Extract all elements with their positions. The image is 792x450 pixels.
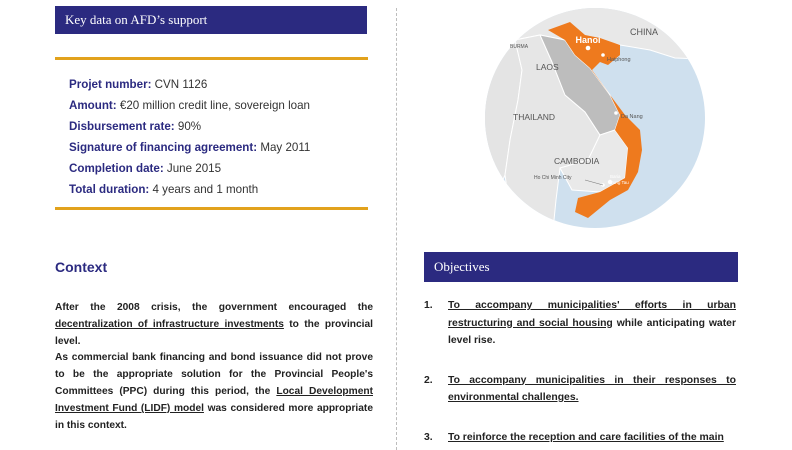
burma-label: BURMA <box>510 44 529 50</box>
objective-number: 2. <box>424 374 433 386</box>
key-data-list <box>69 74 369 200</box>
context-emphasis: decentralization of infrastructure investments <box>55 318 284 330</box>
objective-emphasis: To accompany municipalities in their responses to environmental challenges. <box>448 374 736 403</box>
key-data-item <box>69 74 369 95</box>
key-data-banner <box>55 6 367 34</box>
laos-label: LAOS <box>536 62 559 72</box>
objective-emphasis: To accompany municipalities' efforts in urban restructuring and social housing <box>448 300 736 329</box>
key-data-value: 4 years and 1 month <box>149 183 259 196</box>
objective-number: 1. <box>424 300 433 311</box>
key-data-label: Projet number: <box>69 78 152 91</box>
gold-divider-bottom <box>55 207 368 210</box>
context-paragraph <box>55 350 373 434</box>
key-data-value: 90% <box>174 120 202 133</box>
china-label: CHINA <box>630 27 659 37</box>
da-nang-label: Da Nang <box>621 114 643 120</box>
key-data-value: May 2011 <box>257 141 311 154</box>
key-data-item <box>69 95 369 116</box>
key-data-label: Disbursement rate: <box>69 120 175 133</box>
key-data-item <box>69 179 369 200</box>
key-data-label: Total duration: <box>69 183 150 196</box>
key-data-label: Amount: <box>69 99 117 112</box>
key-data-item <box>69 137 369 158</box>
key-data-value: €20 million credit line, sovereign loan <box>116 99 310 112</box>
key-data-label: Signature of financing agreement: <box>69 141 258 154</box>
hanoi-marker <box>586 46 591 51</box>
context-text: As commercial bank financing and bond issuance did not prove to be the appropriate solution for the Provincial People's Committees (PPC) during this period, the <box>55 352 373 397</box>
key-data-label: Completion date: <box>69 162 164 175</box>
context-paragraph <box>55 300 373 350</box>
objective-item <box>424 372 736 407</box>
ho-chi-minh-label: Ho Chi Minh City <box>534 175 572 181</box>
context-text: After the 2008 crisis, the government encouraged the <box>55 302 373 313</box>
objectives-banner <box>424 252 738 282</box>
gold-divider-top <box>55 57 368 60</box>
objectives-list <box>424 297 736 446</box>
vietnam-map <box>460 0 730 240</box>
key-data-title: Key data on AFD’s support <box>65 12 208 27</box>
key-data-value: June 2015 <box>163 162 222 175</box>
hanoi-label: Hanoi <box>575 35 601 45</box>
cambodia-label: CAMBODIA <box>554 156 600 166</box>
objectives-title: Objectives <box>434 259 490 274</box>
context-text: was considered more appropriate in this context. <box>55 402 373 431</box>
context-heading: Context <box>55 259 108 275</box>
objective-text: while anticipating water level rise. <box>448 317 736 346</box>
context-body <box>55 300 373 434</box>
objective-item <box>424 297 736 350</box>
key-data-item <box>69 158 369 179</box>
haiphong-marker <box>601 53 605 57</box>
objective-emphasis: To reinforce the reception and care facilities of the main <box>448 431 724 443</box>
haiphong-label: Haiphong <box>607 57 631 63</box>
baria-label: Baria <box>610 174 621 179</box>
context-emphasis: Local Development Investment Fund (LIDF) model <box>55 385 373 414</box>
column-divider <box>396 8 397 450</box>
key-data-value: CVN 1126 <box>151 78 208 91</box>
vung-tau-label: Vung Tau <box>610 180 629 185</box>
key-data-item <box>69 116 369 137</box>
objective-item <box>424 429 736 447</box>
thailand-label: THAILAND <box>513 112 556 122</box>
da-nang-marker <box>614 111 618 115</box>
objective-number: 3. <box>424 431 433 443</box>
context-text: to the provincial level. <box>55 318 373 347</box>
